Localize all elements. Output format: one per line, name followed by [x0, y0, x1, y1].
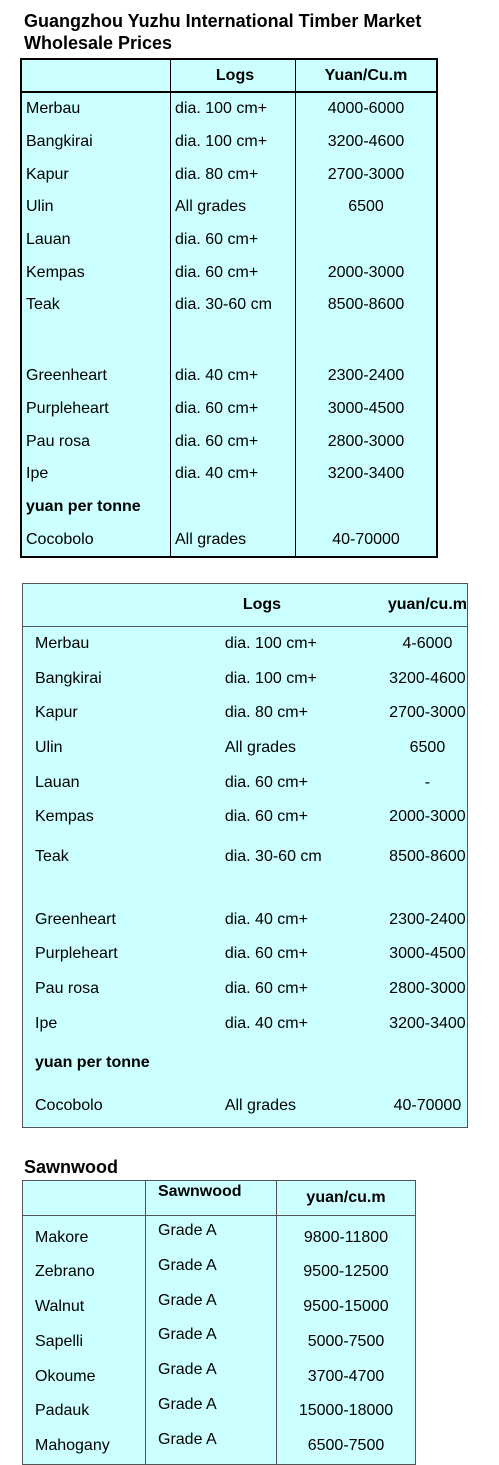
price-cell: 2800-3000 — [389, 980, 466, 998]
species-cell: Bangkirai — [21, 126, 171, 159]
species-cell: Kapur — [21, 158, 171, 191]
size-cell: dia. 80 cm+ — [224, 704, 308, 722]
price-cell: 40-70000 — [393, 1096, 462, 1114]
table-row — [21, 523, 437, 557]
species-cell: Okoume — [23, 1359, 146, 1394]
table-header-row — [23, 584, 468, 627]
price-cell: 3200-3400 — [389, 1014, 466, 1032]
species-cell: Kempas — [21, 256, 171, 289]
size-cell: dia. 100 cm+ — [224, 635, 317, 653]
table-row — [21, 92, 437, 126]
size-cell: dia. 60 cm+ — [224, 773, 308, 791]
price-cell: - — [424, 773, 431, 791]
table-row — [23, 627, 468, 662]
size-cell: dia. 60 cm+ — [224, 980, 308, 998]
table-row — [23, 1255, 416, 1290]
species-cell: Cocobolo — [21, 523, 171, 557]
header-cell-logs: Logs — [213, 584, 388, 627]
table-row — [23, 1290, 416, 1325]
table-row — [23, 1216, 416, 1255]
table-row — [23, 937, 468, 972]
species-cell: Lauan — [35, 773, 80, 791]
size-cell: dia. 100 cm+ — [224, 669, 317, 687]
price-cell: 6500-7500 — [307, 1437, 385, 1455]
size-cell: dia. 100 cm+ — [171, 92, 296, 126]
species-cell: Ulin — [21, 191, 171, 224]
species-cell: Greenheart — [35, 910, 116, 928]
table-row — [21, 393, 437, 426]
table-row — [21, 289, 437, 322]
species-cell: Cocobolo — [35, 1096, 103, 1114]
size-cell: dia. 60 cm+ — [171, 393, 296, 426]
price-cell: 5000-7500 — [307, 1332, 385, 1350]
table-row — [23, 972, 468, 1007]
header-cell-price: yuan/cu.m — [388, 584, 468, 627]
species-cell: Purpleheart — [35, 945, 118, 963]
header-cell-sawnwood: Sawnwood — [146, 1181, 277, 1216]
size-cell: dia. 80 cm+ — [171, 158, 296, 191]
table-row — [21, 224, 437, 257]
header-cell-price: Yuan/Cu.m — [296, 59, 438, 92]
table-row — [21, 126, 437, 159]
grade-cell: Grade A — [146, 1429, 277, 1464]
grade-cell: Grade A — [146, 1324, 277, 1359]
size-cell: dia. 60 cm+ — [171, 425, 296, 458]
table-header-row — [23, 1181, 416, 1216]
species-cell: Walnut — [23, 1290, 146, 1325]
header-cell-species — [21, 59, 171, 92]
table-row — [23, 1006, 468, 1041]
price-cell — [296, 224, 438, 257]
header-cell-price: yuan/cu.m — [277, 1181, 416, 1216]
price-cell: 40-70000 — [296, 523, 438, 557]
species-cell: Purpleheart — [21, 393, 171, 426]
table-row — [23, 765, 468, 800]
log-prices-table-2 — [22, 583, 468, 1128]
grade-cell: Grade A — [146, 1290, 277, 1325]
unit-subheading: yuan per tonne — [35, 1053, 150, 1071]
price-cell: 2000-3000 — [389, 808, 466, 826]
price-cell: 8500-8600 — [389, 847, 466, 865]
species-cell: Kempas — [35, 808, 94, 826]
price-cell: 3200-4600 — [296, 126, 438, 159]
price-cell: 2000-3000 — [296, 256, 438, 289]
table-row — [21, 360, 437, 393]
species-cell: Teak — [21, 289, 171, 322]
table-row — [21, 458, 437, 491]
size-cell: dia. 60 cm+ — [171, 224, 296, 257]
title-line-2: Wholesale Prices — [24, 33, 173, 53]
species-cell: Ipe — [21, 458, 171, 491]
table-row — [23, 835, 468, 879]
price-cell: 8500-8600 — [296, 289, 438, 322]
species-cell: Mahogany — [23, 1429, 146, 1464]
species-cell: Ipe — [35, 1014, 58, 1032]
price-cell: 3200-3400 — [296, 458, 438, 491]
price-cell: 4000-6000 — [296, 92, 438, 126]
species-cell: Bangkirai — [35, 669, 102, 687]
price-cell: 3000-4500 — [296, 393, 438, 426]
table-row — [23, 903, 468, 938]
table-row — [23, 1324, 416, 1359]
size-cell: dia. 60 cm+ — [224, 945, 308, 963]
table-row — [23, 1359, 416, 1394]
price-cell: 2300-2400 — [296, 360, 438, 393]
species-cell: Merbau — [35, 635, 90, 653]
grade-cell: Grade A — [146, 1394, 277, 1429]
price-cell: 2700-3000 — [296, 158, 438, 191]
grade-cell: Grade A — [146, 1216, 277, 1255]
table-header-row — [21, 59, 437, 92]
price-cell: 9800-11800 — [303, 1229, 389, 1247]
table-row — [23, 731, 468, 766]
price-cell: 6500 — [296, 191, 438, 224]
table-row — [21, 191, 437, 224]
size-cell: dia. 40 cm+ — [171, 458, 296, 491]
size-cell: dia. 60 cm+ — [171, 256, 296, 289]
price-cell: 3200-4600 — [389, 669, 466, 687]
table-row — [23, 1394, 416, 1429]
size-cell: dia. 40 cm+ — [171, 360, 296, 393]
price-cell: 3700-4700 — [307, 1367, 385, 1385]
species-cell: Greenheart — [21, 360, 171, 393]
price-cell: 3000-4500 — [389, 945, 466, 963]
size-cell: All grades — [224, 1096, 296, 1114]
species-cell: Pau rosa — [35, 980, 100, 998]
unit-subheading: yuan per tonne — [21, 491, 171, 524]
price-cell: 6500 — [409, 739, 446, 757]
page-title — [24, 10, 494, 54]
size-cell: dia. 30-60 cm — [224, 847, 322, 865]
table-row — [23, 1085, 468, 1128]
species-cell: Lauan — [21, 224, 171, 257]
spacer-row — [21, 322, 437, 360]
table-row — [21, 256, 437, 289]
size-cell: dia. 60 cm+ — [224, 808, 308, 826]
species-cell: Padauk — [23, 1394, 146, 1429]
species-cell: Kapur — [35, 704, 78, 722]
price-cell: 15000-18000 — [298, 1402, 394, 1420]
size-cell: dia. 40 cm+ — [224, 1014, 308, 1032]
grade-cell: Grade A — [146, 1359, 277, 1394]
header-cell-logs: Logs — [171, 59, 296, 92]
sawnwood-heading: Sawnwood — [24, 1157, 118, 1177]
table-row — [23, 662, 468, 697]
table-row — [23, 696, 468, 731]
size-cell: dia. 100 cm+ — [171, 126, 296, 159]
title-line-1: Guangzhou Yuzhu International Timber Market — [24, 11, 422, 31]
price-cell: 4-6000 — [402, 635, 453, 653]
table-row — [21, 491, 437, 524]
species-cell: Merbau — [21, 92, 171, 126]
table-row — [21, 158, 437, 191]
grade-cell: Grade A — [146, 1255, 277, 1290]
price-cell: 2300-2400 — [389, 910, 466, 928]
size-cell: All grades — [224, 739, 296, 757]
species-cell: Ulin — [35, 739, 63, 757]
size-cell: All grades — [171, 523, 296, 557]
header-cell-species — [23, 1181, 146, 1216]
price-cell: 2800-3000 — [296, 425, 438, 458]
species-cell: Makore — [23, 1216, 146, 1255]
table-row — [23, 800, 468, 835]
price-cell: 9500-15000 — [303, 1297, 389, 1315]
size-cell: All grades — [171, 191, 296, 224]
price-cell: 2700-3000 — [389, 704, 466, 722]
spacer-row — [23, 879, 468, 903]
table-row — [21, 425, 437, 458]
species-cell: Sapelli — [23, 1324, 146, 1359]
species-cell: Teak — [35, 847, 69, 865]
sawnwood-prices-table — [22, 1180, 416, 1465]
header-cell-species — [23, 584, 213, 627]
size-cell: dia. 30-60 cm — [171, 289, 296, 322]
log-prices-table-1 — [20, 58, 438, 558]
species-cell: Zebrano — [23, 1255, 146, 1290]
size-cell: dia. 40 cm+ — [224, 910, 308, 928]
species-cell: Pau rosa — [21, 425, 171, 458]
table-row — [23, 1041, 468, 1085]
price-cell: 9500-12500 — [303, 1263, 389, 1281]
